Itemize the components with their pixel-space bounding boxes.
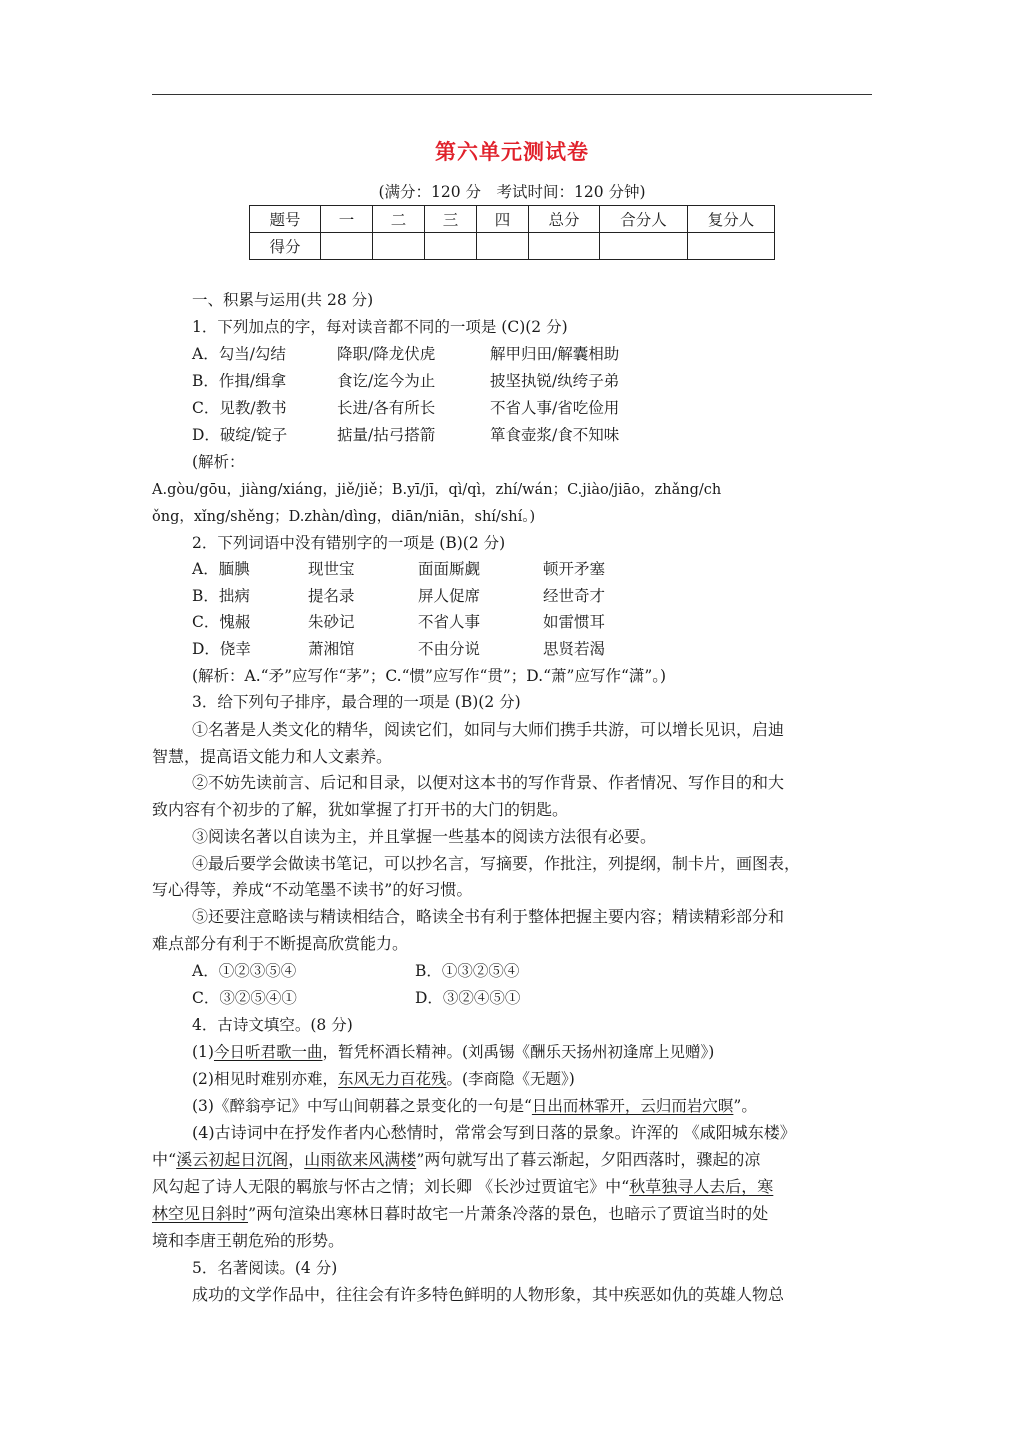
text-span: ，暂凭杯酒长精神。(刘禹锡《酬乐天扬州初逢席上见赠》) (322, 1043, 715, 1061)
question-stem: 4．古诗文填空。(8 分) (192, 1016, 353, 1034)
option-text: 箪食壶浆/食不知味 (490, 426, 620, 444)
score-cell (477, 233, 529, 260)
option-text: 食讫/迄今为止 (337, 372, 436, 390)
score-cell (600, 233, 688, 260)
option-text: C．③②⑤④① (192, 989, 297, 1007)
table-cell: 总分 (529, 206, 600, 233)
option-text: 降职/降龙伏虎 (337, 345, 436, 363)
fill-line (192, 1042, 714, 1062)
question-stem: 2．下列词语中没有错别字的一项是 (B)(2 分) (192, 534, 506, 552)
sentence-text: ①名著是人类文化的精华，阅读它们，如同与大师们携手共游，可以增长见识，启迪 (192, 720, 785, 739)
option-text: 长进/各有所长 (337, 399, 436, 417)
option-text: 经世奇才 (543, 587, 606, 605)
text-span: ”两句就写出了暮云渐起，夕阳西落时，骤起的凉 (416, 1150, 761, 1169)
sentence-text: 致内容有个初步的了解，犹如掌握了打开书的大门的钥匙。 (152, 800, 569, 819)
fill-line (192, 1096, 757, 1116)
option-text: 不省人事 (418, 613, 481, 631)
table-cell: 合分人 (600, 206, 688, 233)
table-cell: 复分人 (688, 206, 775, 233)
fill-line (192, 1069, 575, 1089)
option-text: 思贤若渴 (543, 640, 606, 658)
question-stem: 5．名著阅读。(4 分) (192, 1259, 338, 1277)
option-text: B．①③②⑤④ (415, 962, 520, 980)
answer-text: 林空见日斜时 (152, 1204, 249, 1223)
section-heading: 一、积累与运用(共 28 分) (192, 291, 374, 309)
text-span: (3)《醉翁亭记》中写山间朝暮之景变化的一句是“ (192, 1097, 532, 1115)
question-stem: 1．下列加点的字，每对读音都不同的一项是 (C)(2 分) (192, 318, 568, 336)
sentence-text: ②不妨先读前言、后记和目录，以便对这本书的写作背景、作者情况、写作目的和大 (192, 773, 785, 792)
paragraph-line: 成功的文学作品中，往往会有许多特色鲜明的人物形象，其中疾恶如仇的英雄人物总 (192, 1285, 785, 1304)
question-stem: 3．给下列句子排序，最合理的一项是 (B)(2 分) (192, 693, 521, 711)
option-text: 顿开矛塞 (543, 560, 606, 578)
analysis-label: (解析： (192, 453, 245, 471)
analysis-text: A.gòu/gōu，jiàng/xiáng，jiě/jiě；B.yī/jī，qì/qì，zhí/wán；C.jiào/jiāo，zhǎng/ch (152, 482, 722, 498)
option-text: B．拙病 (192, 587, 250, 605)
text-span: 。(李商隐《无题》) (446, 1070, 575, 1088)
text-span: (1) (192, 1043, 214, 1061)
score-cell (373, 233, 425, 260)
text-span: (2)相见时难别亦难， (192, 1070, 338, 1088)
answer-text: 山雨欲来风满楼 (304, 1150, 417, 1169)
option-text: 萧湘馆 (308, 640, 355, 658)
sentence-text: ④最后要学会做读书笔记，可以抄名言，写摘要，作批注，列提纲，制卡片，画图表， (192, 854, 801, 873)
sentence-text: ⑤还要注意略读与精读相结合，略读全书有利于整体把握主要内容；精读精彩部分和 (192, 907, 785, 926)
option-text: 朱砂记 (308, 613, 355, 631)
score-table-score-row (250, 233, 775, 260)
paragraph-line: (4)古诗词中在抒发作者内心愁情时，常常会写到日落的景象。许浑的 《咸阳城东楼》 (192, 1123, 796, 1142)
option-text: A．①②③⑤④ (192, 962, 297, 980)
option-text: 不省人事/省吃俭用 (490, 399, 620, 417)
score-table-header-row (250, 206, 775, 233)
table-cell: 四 (477, 206, 529, 233)
analysis-text: (解析：A.“矛”应写作“茅”；C.“惯”应写作“贯”；D.“萧”应写作“潇”。) (192, 667, 667, 685)
answer-text: 秋草独寻人去后，寒 (629, 1177, 774, 1196)
answer-text: 日出而林霏开，云归而岩穴暝 (531, 1097, 734, 1115)
header-rule (152, 94, 872, 95)
option-text: A．勾当/勾结 (192, 345, 286, 363)
table-cell: 一 (321, 206, 373, 233)
option-text: 提名录 (308, 587, 355, 605)
score-cell (425, 233, 477, 260)
option-text: B．作揖/缉拿 (192, 372, 287, 390)
text-span: ， (288, 1150, 305, 1169)
answer-text: 东风无力百花残 (337, 1070, 447, 1088)
score-cell (529, 233, 600, 260)
option-text: 解甲归田/解囊相助 (490, 345, 620, 363)
option-text: C．愧赧 (192, 613, 251, 631)
text-span: ”。 (733, 1097, 757, 1115)
answer-text: 今日听君歌一曲 (213, 1043, 323, 1061)
option-text: C．见教/教书 (192, 399, 287, 417)
option-text: D．破绽/锭子 (192, 426, 288, 444)
score-table (249, 205, 775, 260)
table-cell: 题号 (250, 206, 321, 233)
table-cell: 二 (373, 206, 425, 233)
fill-line (152, 1204, 768, 1224)
option-text: 现世宝 (308, 560, 355, 578)
page-title: 第六单元测试卷 (435, 140, 589, 164)
option-text: D．③②④⑤① (415, 989, 521, 1007)
option-text: 不由分说 (418, 640, 481, 658)
score-cell (321, 233, 373, 260)
option-text: 披坚执锐/纨绔子弟 (490, 372, 620, 390)
sentence-text: 智慧，提高语文能力和人文素养。 (152, 747, 393, 766)
table-cell: 得分 (250, 233, 321, 260)
option-text: A．腼腆 (192, 560, 250, 578)
score-cell (688, 233, 775, 260)
option-text: D．侥幸 (192, 640, 251, 658)
option-text: 掂量/拈弓搭箭 (337, 426, 436, 444)
answer-text: 溪云初起日沉阁 (176, 1150, 289, 1169)
fill-line (152, 1177, 773, 1197)
analysis-text: ǒng，xǐng/shěng；D.zhàn/dìng，diān/niān，shí/shí。) (152, 509, 536, 525)
text-span: 中“ (152, 1150, 177, 1169)
option-text: 如雷惯耳 (543, 613, 606, 631)
sentence-text: ③阅读名著以自读为主，并且掌握一些基本的阅读方法很有必要。 (192, 827, 657, 846)
fill-line (152, 1150, 760, 1170)
table-cell: 三 (425, 206, 477, 233)
exam-info: (满分：120 分 考试时间：120 分钟) (378, 183, 646, 201)
sentence-text: 写心得等，养成“不动笔墨不读书”的好习惯。 (152, 880, 473, 899)
paragraph-line: 境和李唐王朝危殆的形势。 (152, 1231, 345, 1250)
option-text: 屏人促席 (418, 587, 481, 605)
text-span: ”两句渲染出寒林日暮时故宅一片萧条冷落的景色，也暗示了贾谊当时的处 (248, 1204, 769, 1223)
text-span: 风勾起了诗人无限的羁旅与怀古之情；刘长卿 《长沙过贾谊宅》中“ (152, 1177, 630, 1196)
option-text: 面面厮觑 (418, 560, 481, 578)
sentence-text: 难点部分有利于不断提高欣赏能力。 (152, 934, 409, 953)
